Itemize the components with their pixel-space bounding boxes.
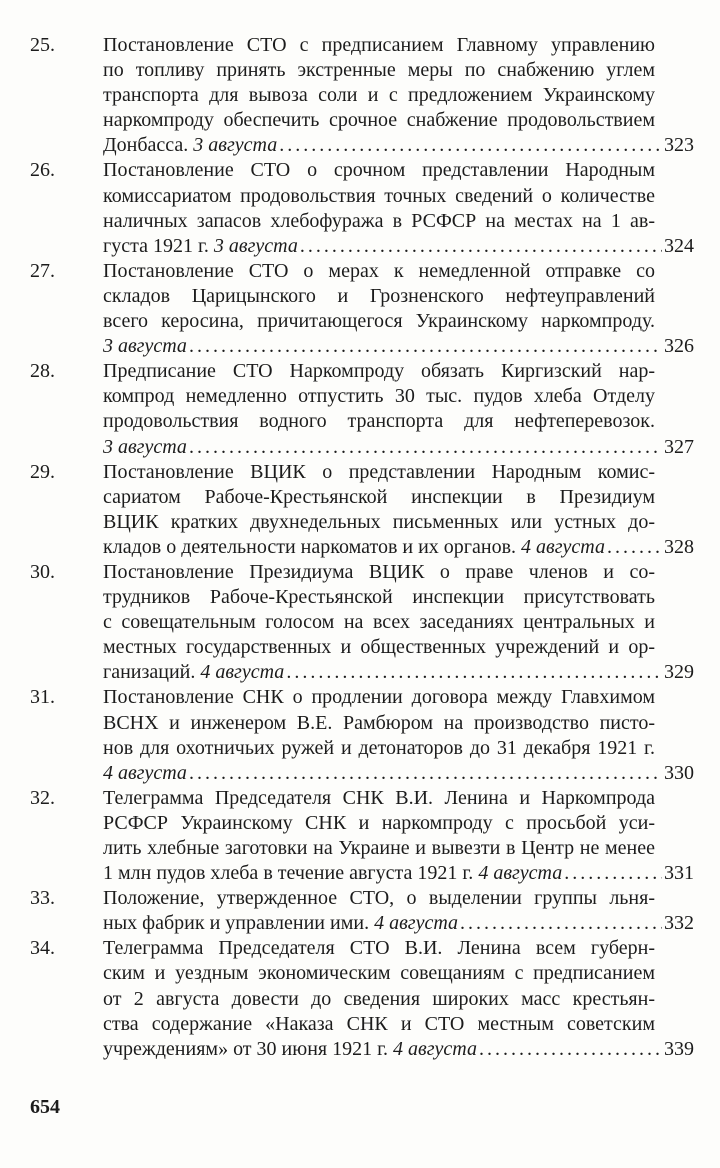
entry-line-text: лить хлебные заготовки на Украине и вывезти в Центр не менее [103, 837, 655, 859]
entry-number: 31. [30, 686, 55, 709]
entry-page: 330 [664, 761, 694, 784]
entry-line-text: Постановление СНК о продлении договора между Главхимом [103, 686, 655, 709]
entry-last-line [103, 660, 694, 685]
entry-line [103, 585, 655, 610]
entry-line-text: Постановление Президиума ВЦИК о праве членов и со- [103, 560, 655, 583]
entry-line-text: ганизаций. [103, 661, 201, 684]
entry-line [103, 184, 655, 209]
entry-line-text: сариатом Рабоче-Крестьянской инспекции в Президиум [103, 485, 655, 508]
dot-leader [189, 435, 662, 460]
toc-entry [30, 33, 694, 158]
entry-line-text: ных фабрик и управлении ими. [103, 912, 375, 935]
entry-line [103, 485, 655, 510]
entry-line [103, 158, 655, 183]
entry-line [103, 786, 655, 811]
entry-line [103, 359, 655, 384]
entry-line-text: компрод немедленно отпустить 30 тыс. пудов хлеба Отделу [103, 385, 655, 408]
entry-date: 3 августа [193, 134, 278, 157]
entry-number: 27. [30, 259, 55, 282]
entry-line [103, 936, 655, 961]
entry-line-text: 1 млн пудов хлеба в течение августа 1921 г. [103, 862, 479, 885]
entry-line [103, 209, 655, 234]
entry-date: 3 августа [213, 234, 298, 257]
entry-number: 28. [30, 360, 55, 383]
entry-line [103, 987, 655, 1012]
entry-line-text: ства содержание «Наказа СНК и СТО местным советским [103, 1012, 655, 1035]
entry-line-text: Телеграмма Председателя СНК В.И. Ленина и Наркомпрода [103, 786, 655, 809]
entry-line-text: всего керосина, причитающегося Украинскому наркомпроду. [103, 310, 655, 333]
toc-entry [30, 259, 694, 359]
dot-leader [189, 761, 662, 786]
toc-entry [30, 786, 694, 886]
entry-last-line [103, 435, 694, 460]
entry-line-text: наличных запасов хлебофуража в РСФСР на местах на 1 ав- [103, 209, 655, 232]
entry-last-line [103, 861, 694, 886]
entry-date: 3 августа [103, 435, 187, 458]
entry-line-text: Постановление СТО о срочном представлении Народным [103, 159, 655, 182]
entry-number: 33. [30, 887, 55, 910]
entry-line [103, 711, 655, 736]
entry-line-text: учреждениям» от 30 июня 1921 г. [103, 1037, 394, 1060]
entry-line [103, 83, 655, 108]
entry-line [103, 836, 655, 861]
entry-line-text: продовольствия водного транспорта для нефтеперевозок. [103, 410, 655, 433]
entry-line [103, 510, 655, 535]
entry-line [103, 886, 655, 911]
entry-line [103, 961, 655, 986]
entry-page: 339 [664, 1037, 694, 1060]
entry-page: 327 [664, 435, 694, 458]
entry-line-text: Постановление ВЦИК о представлении Народным комис- [103, 460, 655, 483]
entry-date: 4 августа [200, 661, 285, 684]
dot-leader [279, 133, 662, 158]
entry-line-text: с совещательным голосом на всех заседаниях центральных и [103, 611, 655, 634]
entry-page: 324 [664, 234, 694, 257]
entry-date: 4 августа [103, 761, 187, 784]
dot-leader [479, 1037, 662, 1062]
entry-line-text: по топливу принять экстренные меры по снабжению углем [103, 59, 655, 82]
entry-line [103, 811, 655, 836]
entry-number: 26. [30, 159, 55, 182]
entry-line-text: Положение, утвержденное СТО, о выделении группы льня- [103, 887, 655, 910]
toc-entry [30, 359, 694, 459]
entry-line [103, 58, 655, 83]
entry-number: 32. [30, 786, 55, 809]
toc-entry [30, 158, 694, 258]
entry-page: 332 [664, 912, 694, 935]
entry-last-line [103, 535, 694, 560]
entry-line-text: транспорта для вывоза соли и с предложением Украинскому [103, 84, 655, 107]
entry-last-line [103, 911, 694, 936]
dot-leader [286, 660, 662, 685]
entry-line [103, 736, 655, 761]
entry-line-text: Постановление СТО с предписанием Главному управлению [103, 34, 655, 56]
toc-entry [30, 886, 694, 936]
toc-entry [30, 560, 694, 685]
entry-line-text: комиссариатом продовольствия точных сведений о количестве [103, 184, 655, 207]
entry-line-text: трудников Рабоче-Крестьянской инспекции присутствовать [103, 586, 655, 609]
entry-line-text: Донбасса. [103, 134, 194, 157]
toc-entry [30, 460, 694, 560]
entry-number: 34. [30, 937, 55, 960]
entry-line-text: местных государственных и общественных учреждений и ор- [103, 636, 655, 659]
entry-date: 3 августа [103, 335, 187, 358]
entry-line-text: Предписание СТО Наркомпроду обязать Киргизский нар- [103, 360, 655, 383]
entry-line-text: ВЦИК кратких двухнедельных письменных или устных до- [103, 510, 655, 533]
entry-line-text: кладов о деятельности наркоматов и их органов. [103, 535, 522, 558]
entry-line-text: густа 1921 г. [103, 234, 214, 257]
entry-page: 331 [664, 862, 694, 885]
entry-line [103, 560, 655, 585]
entry-page: 329 [664, 661, 694, 684]
dot-leader [564, 861, 662, 886]
entry-number: 29. [30, 460, 55, 483]
entry-last-line [103, 133, 694, 158]
entry-page: 328 [664, 535, 694, 558]
entry-line-text: РСФСР Украинскому СНК и наркомпроду с просьбой уси- [103, 811, 655, 834]
entry-line [103, 635, 655, 660]
entry-line [103, 284, 655, 309]
entry-line-text: ским и уездным экономическим совещаниям с предписанием [103, 962, 655, 985]
entry-last-line [103, 761, 694, 786]
entry-date: 4 августа [521, 535, 605, 558]
dot-leader [607, 535, 662, 560]
entry-last-line [103, 334, 694, 359]
entry-page: 326 [664, 335, 694, 358]
entry-number: 25. [30, 34, 55, 56]
entry-line-text: ВСНХ и инженером В.Е. Рамбюром на производство писто- [103, 711, 655, 734]
entry-last-line [103, 234, 694, 259]
entry-number: 30. [30, 560, 55, 583]
entry-line [103, 309, 655, 334]
entry-line [103, 108, 655, 133]
entry-last-line [103, 1037, 694, 1062]
entry-date: 4 августа [478, 862, 563, 885]
toc-entry [30, 685, 694, 785]
entry-page: 323 [664, 134, 694, 157]
entry-line [103, 1012, 655, 1037]
dot-leader [300, 234, 662, 259]
table-of-contents [30, 33, 694, 1062]
entry-line [103, 610, 655, 635]
entry-line [103, 384, 655, 409]
page-number: 654 [30, 1096, 60, 1118]
entry-line [103, 685, 655, 710]
dot-leader [189, 334, 662, 359]
dot-leader [460, 911, 662, 936]
entry-date: 4 августа [393, 1037, 477, 1060]
toc-entry [30, 936, 694, 1061]
entry-line-text: складов Царицынского и Грозненского нефтеуправлений [103, 284, 655, 307]
entry-line [103, 259, 655, 284]
entry-date: 4 августа [374, 912, 459, 935]
entry-line-text: наркомпроду обеспечить срочное снабжение продовольствием [103, 109, 655, 132]
entry-line [103, 33, 655, 58]
entry-line-text: Телеграмма Председателя СТО В.И. Ленина всем губерн- [103, 937, 655, 960]
entry-line-text: Постановление СТО о мерах к немедленной отправке со [103, 259, 655, 282]
entry-line-text: нов для охотничьих ружей и детонаторов до 31 декабря 1921 г. [103, 736, 655, 759]
entry-line [103, 460, 655, 485]
entry-line [103, 409, 655, 434]
entry-line-text: от 2 августа довести до сведения широких масс крестьян- [103, 987, 655, 1010]
